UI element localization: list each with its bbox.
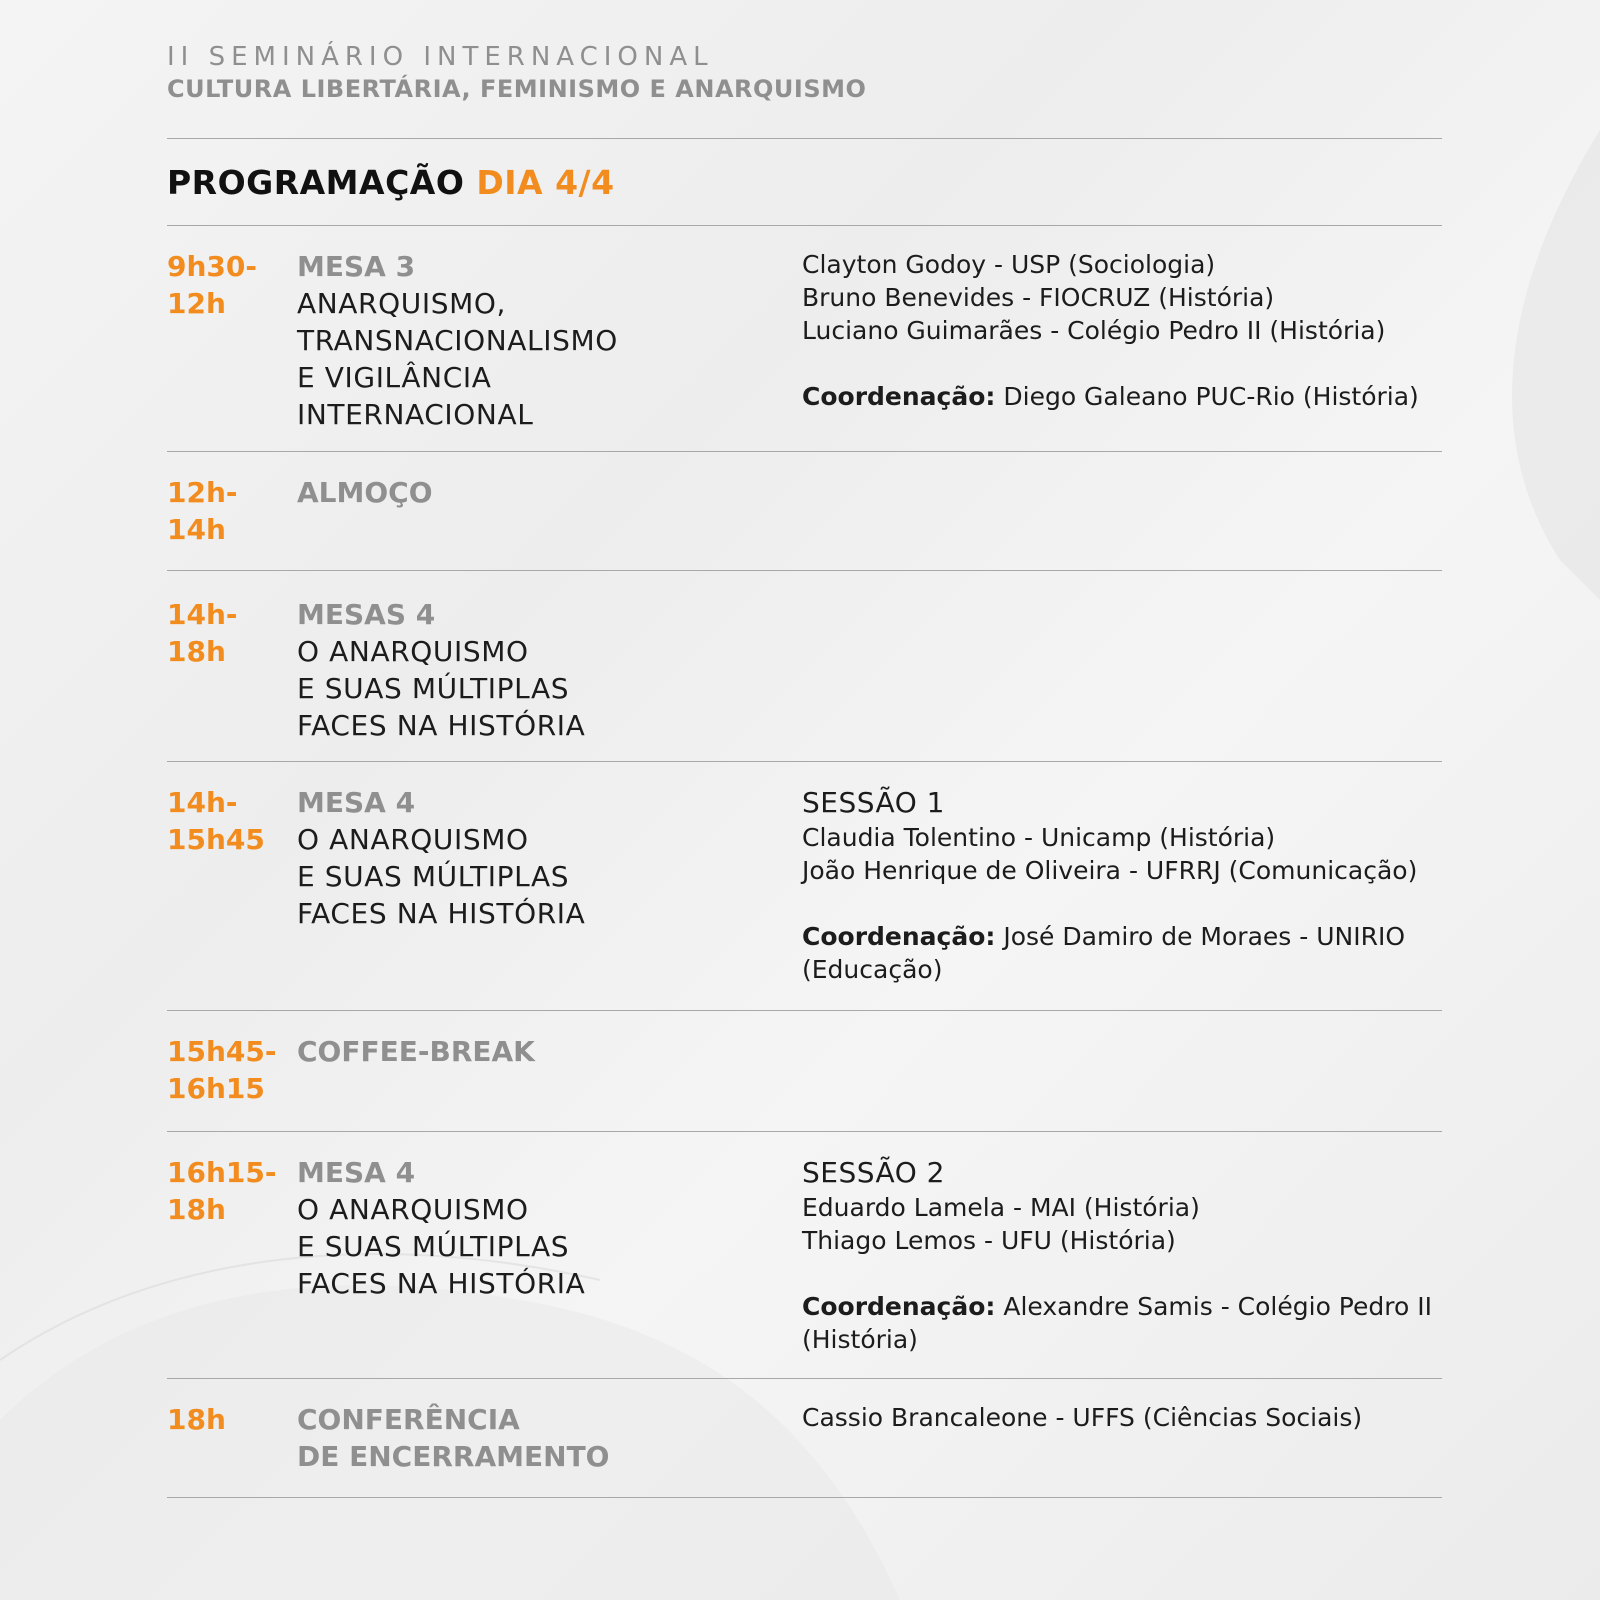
- time-text: 15h45-: [167, 1035, 277, 1068]
- session-topic: [297, 596, 802, 761]
- coordination-label: Coordenação:: [802, 382, 996, 411]
- schedule-table: [167, 226, 1442, 1498]
- divider: [167, 1497, 1442, 1498]
- time-text: 14h: [167, 513, 226, 546]
- time-text: 12h: [167, 287, 226, 320]
- schedule-row: [167, 571, 1442, 761]
- session-number: SESSÃO 2: [802, 1156, 945, 1189]
- session-label: MESA 4: [297, 1156, 416, 1189]
- time-slot: [167, 1401, 297, 1497]
- session-subtitle: O ANARQUISMO: [297, 635, 529, 668]
- coordination-name: Diego Galeano PUC-Rio (História): [995, 382, 1419, 411]
- session-subtitle: E SUAS MÚLTIPLAS: [297, 860, 570, 893]
- speaker: Thiago Lemos - UFU (História): [802, 1226, 1176, 1255]
- spacer: [802, 1257, 1442, 1290]
- program-title-word: PROGRAMAÇÃO: [167, 162, 465, 202]
- coordination-name: José Damiro de Moraes - UNIRIO (Educação): [802, 922, 1406, 984]
- schedule-row: [167, 1132, 1442, 1378]
- time-text: 9h30-: [167, 250, 258, 283]
- session-subtitle: E VIGILÂNCIA: [297, 361, 492, 394]
- session-details: [802, 784, 1442, 1010]
- program-sheet: [167, 40, 1442, 1498]
- session-subtitle: TRANSNACIONALISMO: [297, 324, 618, 357]
- session-label: CONFERÊNCIA: [297, 1403, 520, 1436]
- time-text: 12h-: [167, 476, 238, 509]
- time-text: 16h15-: [167, 1156, 277, 1189]
- schedule-row: [167, 1379, 1442, 1497]
- speaker: Bruno Benevides - FIOCRUZ (História): [802, 283, 1275, 312]
- time-slot: [167, 1033, 297, 1131]
- seminar-theme: CULTURA LIBERTÁRIA, FEMINISMO E ANARQUISMO: [167, 75, 867, 103]
- session-topic: [297, 1401, 802, 1497]
- session-topic: [297, 248, 802, 451]
- session-label: MESA 3: [297, 250, 416, 283]
- session-subtitle: O ANARQUISMO: [297, 1193, 529, 1226]
- program-heading: [167, 139, 1442, 225]
- session-number: SESSÃO 1: [802, 786, 945, 819]
- schedule-row: [167, 762, 1442, 1010]
- coordination-label: Coordenação:: [802, 922, 996, 951]
- session-subtitle: O ANARQUISMO: [297, 823, 529, 856]
- spacer: [802, 347, 1442, 380]
- speaker: Eduardo Lamela - MAI (História): [802, 1193, 1200, 1222]
- coordination: [802, 380, 1442, 413]
- session-details: [802, 1154, 1442, 1378]
- session-subtitle: E SUAS MÚLTIPLAS: [297, 672, 570, 705]
- coordination: [802, 920, 1442, 986]
- time-text: 16h15: [167, 1072, 265, 1105]
- session-subtitle: E SUAS MÚLTIPLAS: [297, 1230, 570, 1263]
- coordination-name: Alexandre Samis - Colégio Pedro II (História): [802, 1292, 1432, 1354]
- time-text: 15h45: [167, 823, 265, 856]
- session-subtitle: FACES NA HISTÓRIA: [297, 897, 586, 930]
- session-label: MESA 4: [297, 786, 416, 819]
- session-subtitle: ANARQUISMO,: [297, 287, 506, 320]
- session-subtitle: INTERNACIONAL: [297, 398, 534, 431]
- time-text: 18h: [167, 1403, 226, 1436]
- session-label: COFFEE-BREAK: [297, 1035, 535, 1068]
- session-topic: [297, 1033, 802, 1131]
- session-label: DE ENCERRAMENTO: [297, 1440, 610, 1473]
- session-details: [802, 474, 1442, 570]
- session-topic: [297, 784, 802, 1010]
- session-details: [802, 1033, 1442, 1131]
- seminar-title: II SEMINÁRIO INTERNACIONAL: [167, 42, 714, 72]
- speaker: Cassio Brancaleone - UFFS (Ciências Sociais): [802, 1403, 1363, 1432]
- coordination-label: Coordenação:: [802, 1292, 996, 1321]
- schedule-row: [167, 452, 1442, 570]
- speaker: João Henrique de Oliveira - UFRRJ (Comunicação): [802, 856, 1418, 885]
- time-text: 18h: [167, 635, 226, 668]
- speaker: Luciano Guimarães - Colégio Pedro II (História): [802, 316, 1386, 345]
- spacer: [802, 887, 1442, 920]
- time-slot: [167, 248, 297, 451]
- session-label: ALMOÇO: [297, 476, 433, 509]
- speaker: Clayton Godoy - USP (Sociologia): [802, 250, 1216, 279]
- coordination: [802, 1290, 1442, 1356]
- program-title-day: DIA 4/4: [476, 162, 615, 202]
- speaker: Claudia Tolentino - Unicamp (História): [802, 823, 1276, 852]
- schedule-row: [167, 1011, 1442, 1131]
- schedule-row: [167, 226, 1442, 451]
- session-details: [802, 596, 1442, 761]
- session-details: [802, 1401, 1442, 1497]
- time-slot: [167, 596, 297, 761]
- session-topic: [297, 474, 802, 570]
- time-slot: [167, 784, 297, 1010]
- session-details: [802, 248, 1442, 451]
- session-subtitle: FACES NA HISTÓRIA: [297, 709, 586, 742]
- time-text: 18h: [167, 1193, 226, 1226]
- session-topic: [297, 1154, 802, 1378]
- session-subtitle: FACES NA HISTÓRIA: [297, 1267, 586, 1300]
- time-text: 14h-: [167, 786, 238, 819]
- session-label: MESAS 4: [297, 598, 436, 631]
- time-slot: [167, 1154, 297, 1378]
- time-slot: [167, 474, 297, 570]
- time-text: 14h-: [167, 598, 238, 631]
